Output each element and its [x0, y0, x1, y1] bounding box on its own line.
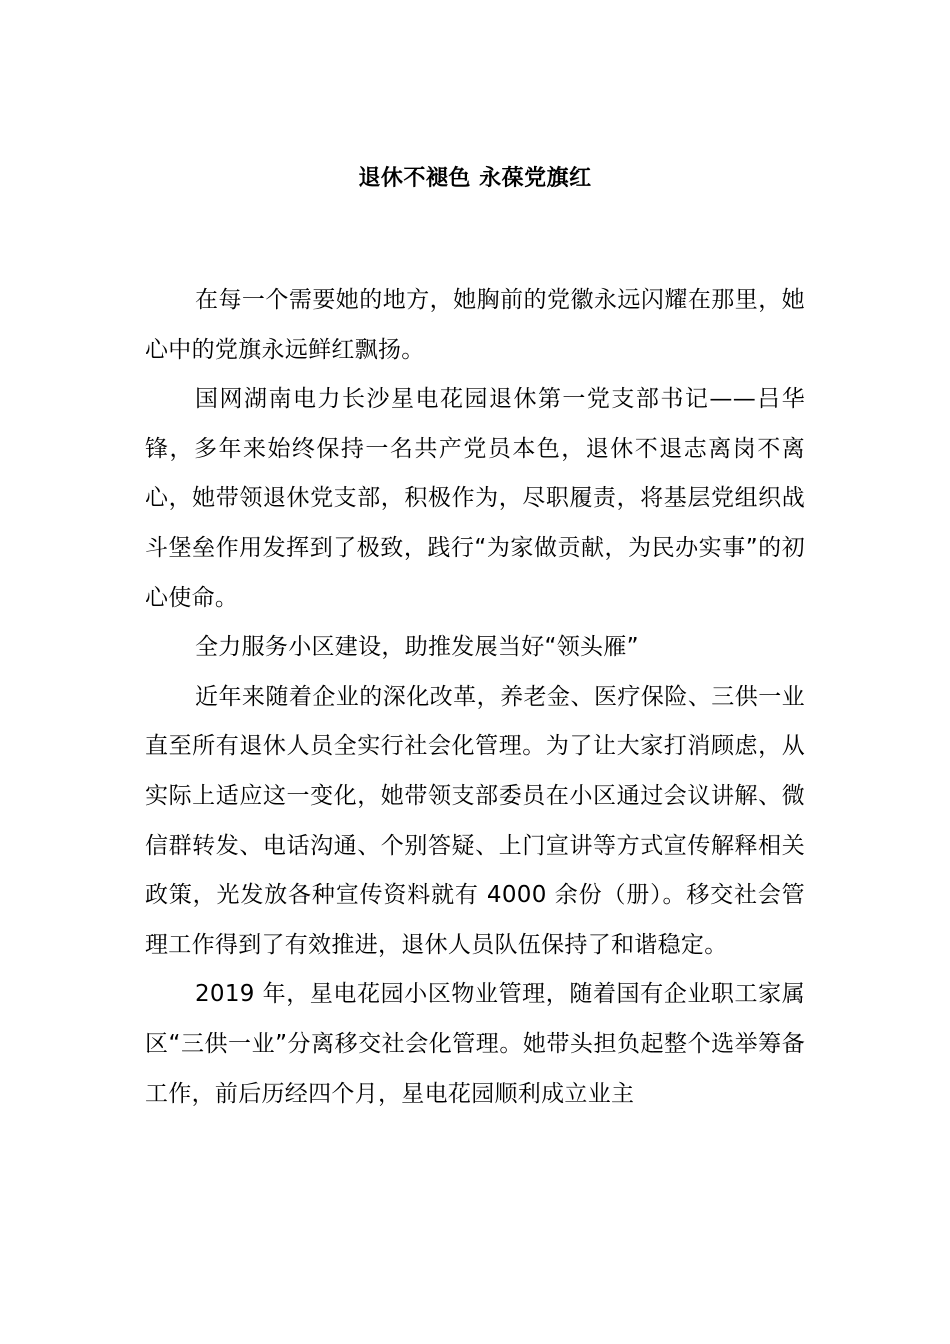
- document-body: [145, 276, 805, 1119]
- paragraph-introduction-of-secretary: 国网湖南电力长沙星电花园退休第一党支部书记——吕华锋，多年来始终保持一名共产党员本色，退休不退志离岗不离心，她带领退休党支部，积极作为，尽职履责，将基层党组织战斗堡垒作用发挥到了极致，践行“为家做贡献，为民办实事”的初心使命。: [145, 386, 805, 611]
- paragraph-2019: 2019 年，星电花园小区物业管理，随着国有企业职工家属区“三供一业”分离移交社会化管理。她带头担负起整个选举筹备工作，前后历经四个月，星电花园顺利成立业主: [145, 981, 805, 1107]
- document-title: 退休不褪色 永葆党旗红: [358, 166, 592, 191]
- paragraph-reform: 近年来随着企业的深化改革，养老金、医疗保险、三供一业直至所有退休人员全实行社会化管理。为了让大家打消顾虑，从实际上适应这一变化，她带领支部委员在小区通过会议讲解、微信群转发、电话沟通、个别答疑、上门宣讲等方式宣传解释相关政策，光发放各种宣传资料就有 4000 余份（册）。移交社会管理工作得到了有效推进，退休人员队伍保持了和谐稳定。: [145, 683, 805, 958]
- paragraph-intro: 在每一个需要她的地方，她胸前的党徽永远闪耀在那里，她心中的党旗永远鲜红飘扬。: [145, 287, 805, 363]
- section-heading: 全力服务小区建设，助推发展当好“领头雁”: [195, 634, 639, 661]
